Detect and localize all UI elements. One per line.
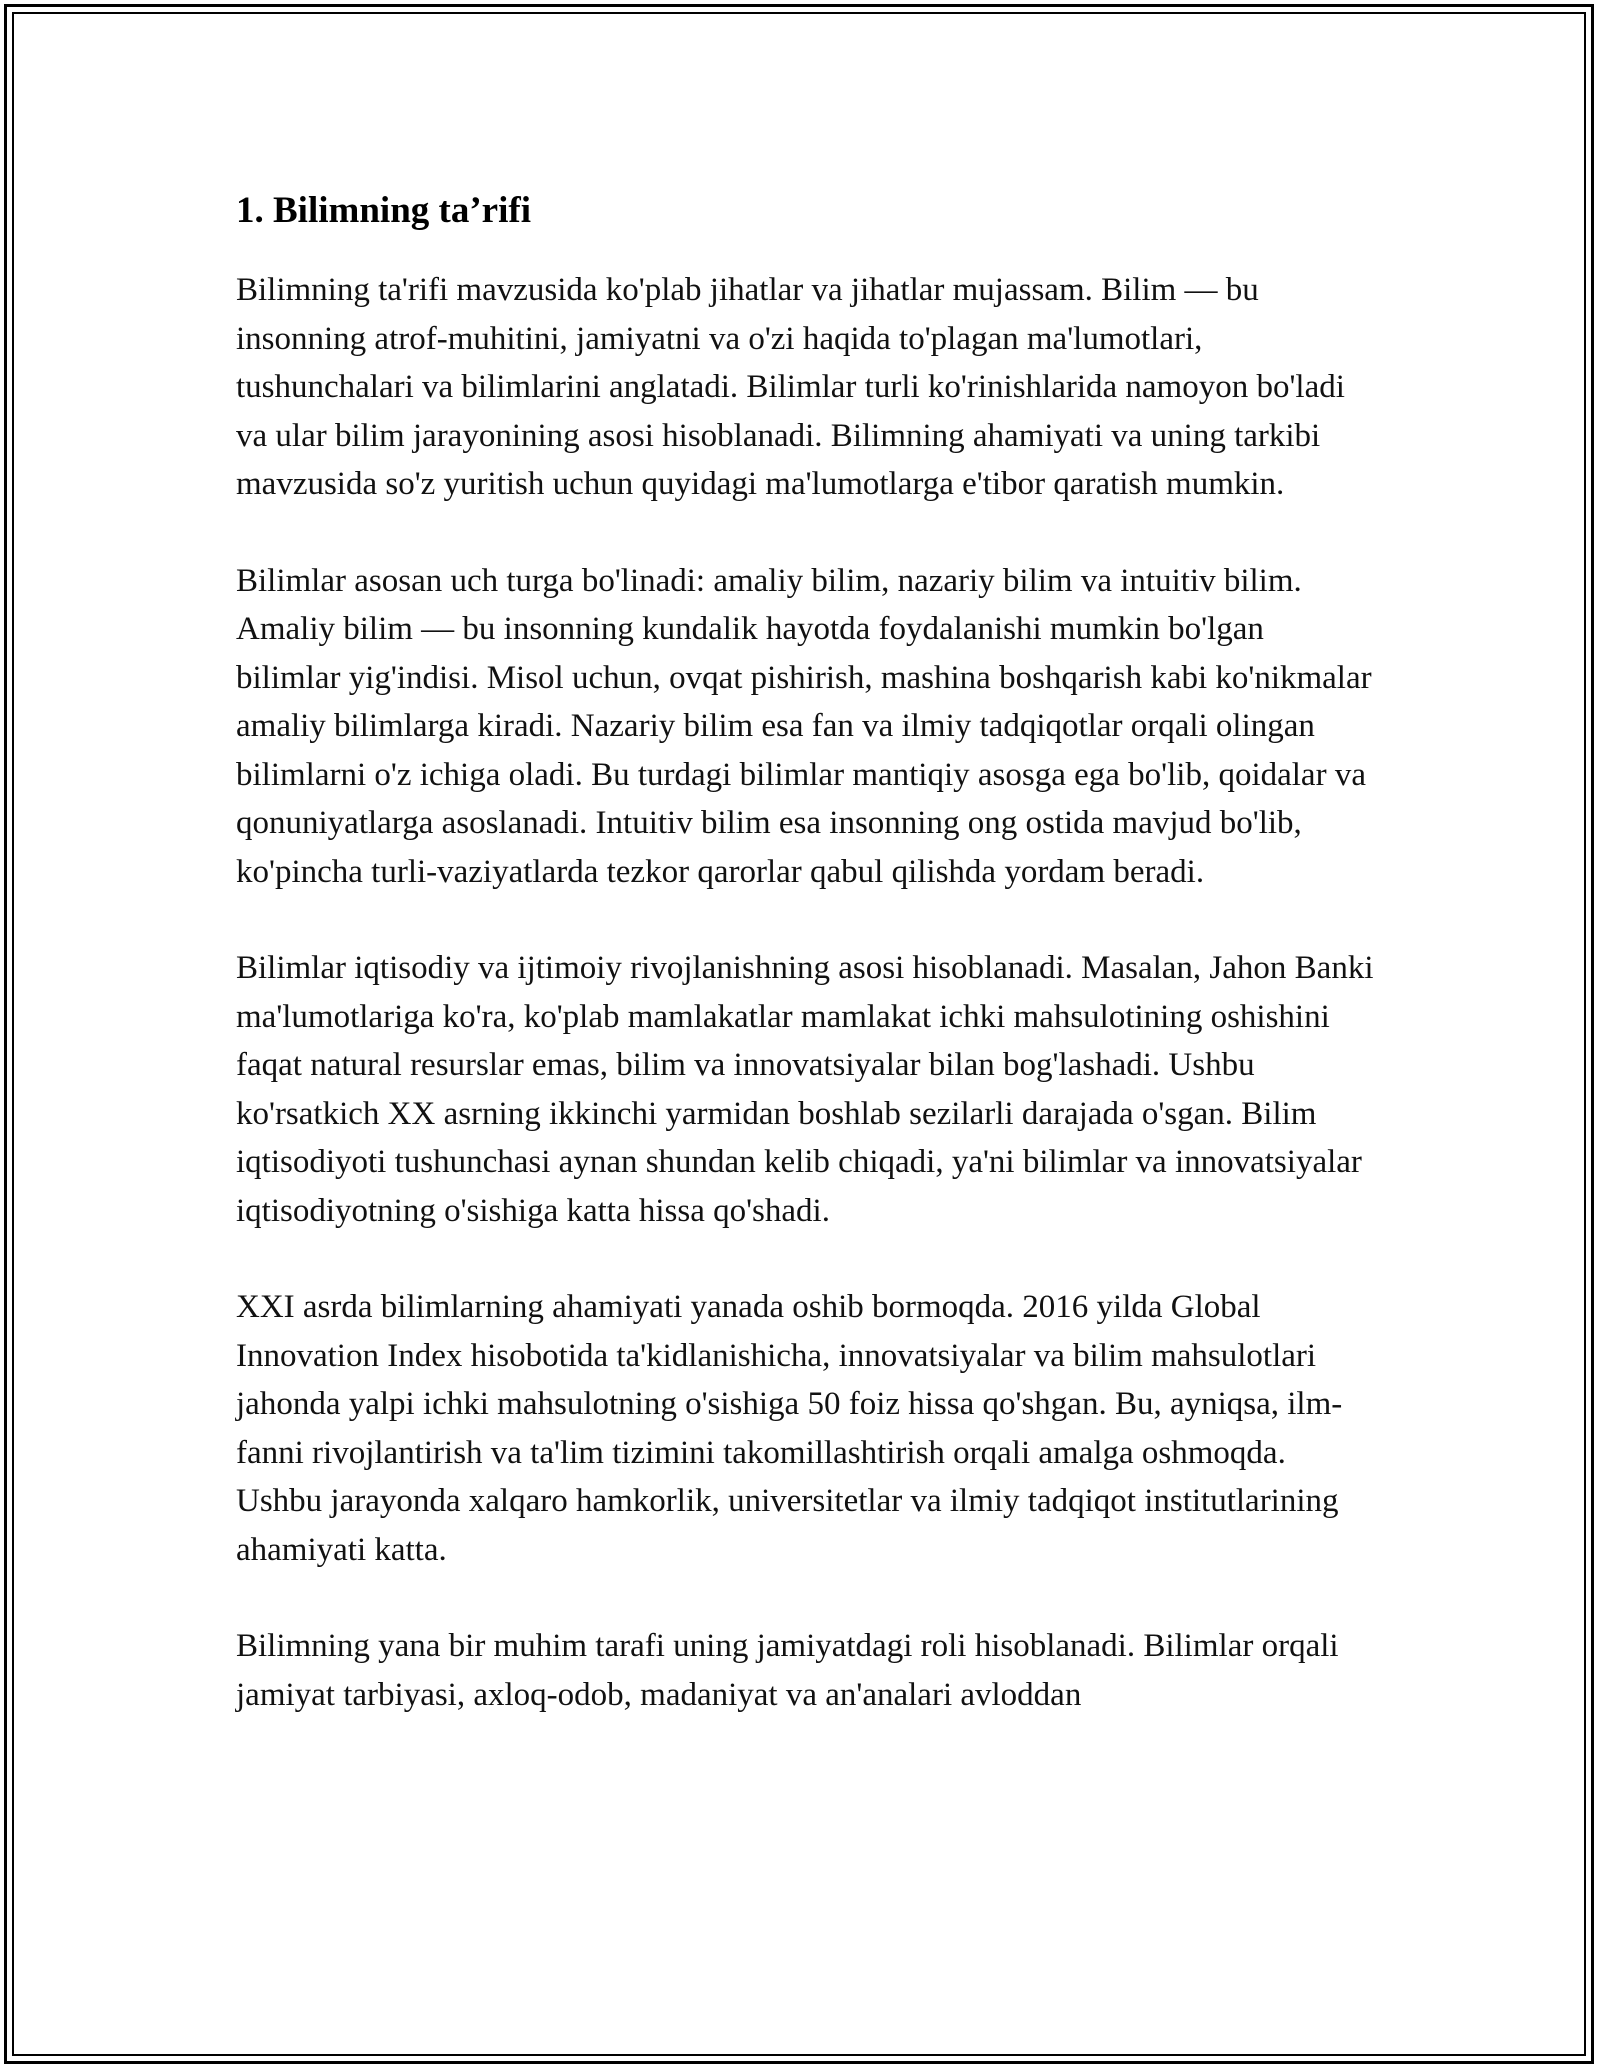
paragraph-types: Bilimlar asosan uch turga bo'linadi: amaliy bilim, nazariy bilim va intuitiv bilim. Amaliy bilim — bu insonning kundalik hayotda foydalanishi mumkin bo'lgan bilimlar yig'indisi. Misol uchun, ovqat pishirish, mashina boshqarish kabi ko'nikmalar amaliy bilimlarga kiradi. Nazariy bilim esa fan va ilmiy tadqiqotlar orqali olingan bilimlarni o'z ichiga oladi. Bu turdagi bilimlar mantiqiy asosga ega bo'lib, qoidalar va qonuniyatlarga asoslanadi. Intuitiv bilim esa insonning ong ostida mavjud bo'lib, ko'pincha turli-vaziyatlarda tezkor qarorlar qabul qilishda yordam beradi. [236,562,1372,890]
paragraph-21st-century: XXI asrda bilimlarning ahamiyati yanada oshib bormoqda. 2016 yilda Global Innovation Index hisobotida ta'kidlanishicha, innovatsiyalar va bilim mahsulotlari jahonda yalpi ichki mahsulotning o'sishiga 50 foiz hissa qo'shgan. Bu, ayniqsa, ilm-fanni rivojlantirish va ta'lim tizimini takomillashtirish orqali amalga oshmoqda. Ushbu jarayonda xalqaro hamkorlik, universitetlar va ilmiy tadqiqot institutlarining ahamiyati katta. [236,1289,1343,1568]
paragraph-society: Bilimning yana bir muhim tarafi uning jamiyatdagi roli hisoblanadi. Bilimlar orqali jamiyat tarbiyasi, axloq-odob, madaniyat va an'analari avloddan [236,1628,1339,1713]
paragraph-economy: Bilimlar iqtisodiy va ijtimoiy rivojlanishning asosi hisoblanadi. Masalan, Jahon Banki ma'lumotlariga ko'ra, ko'plab mamlakatlar mamlakat ichki mahsulotining oshishini faqat natural resurslar emas, bilim va innovatsiyalar bilan bog'lashadi. Ushbu ko'rsatkich XX asrning ikkinchi yarmidan boshlab sezilarli darajada o'sgan. Bilim iqtisodiyoti tushunchasi aynan shundan kelib chiqadi, ya'ni bilimlar va innovatsiyalar iqtisodiyotning o'sishiga katta hissa qo'shadi. [236,950,1374,1229]
section-heading: 1. Bilimning ta’rifi [236,190,531,231]
paragraph-definition: Bilimning ta'rifi mavzusida ko'plab jihatlar va jihatlar mujassam. Bilim — bu insonning atrof-muhitini, jamiyatni va o'zi haqida to'plagan ma'lumotlari, tushunchalari va bilimlarini anglatadi. Bilimlar turli ko'rinishlarida namoyon bo'ladi va ular bilim jarayonining asosi hisoblanadi. Bilimning ahamiyati va uning tarkibi mavzusida so'z yuritish uchun quyidagi ma'lumotlarga e'tibor qaratish mumkin. [236,272,1345,502]
document-body [236,186,1376,1767]
